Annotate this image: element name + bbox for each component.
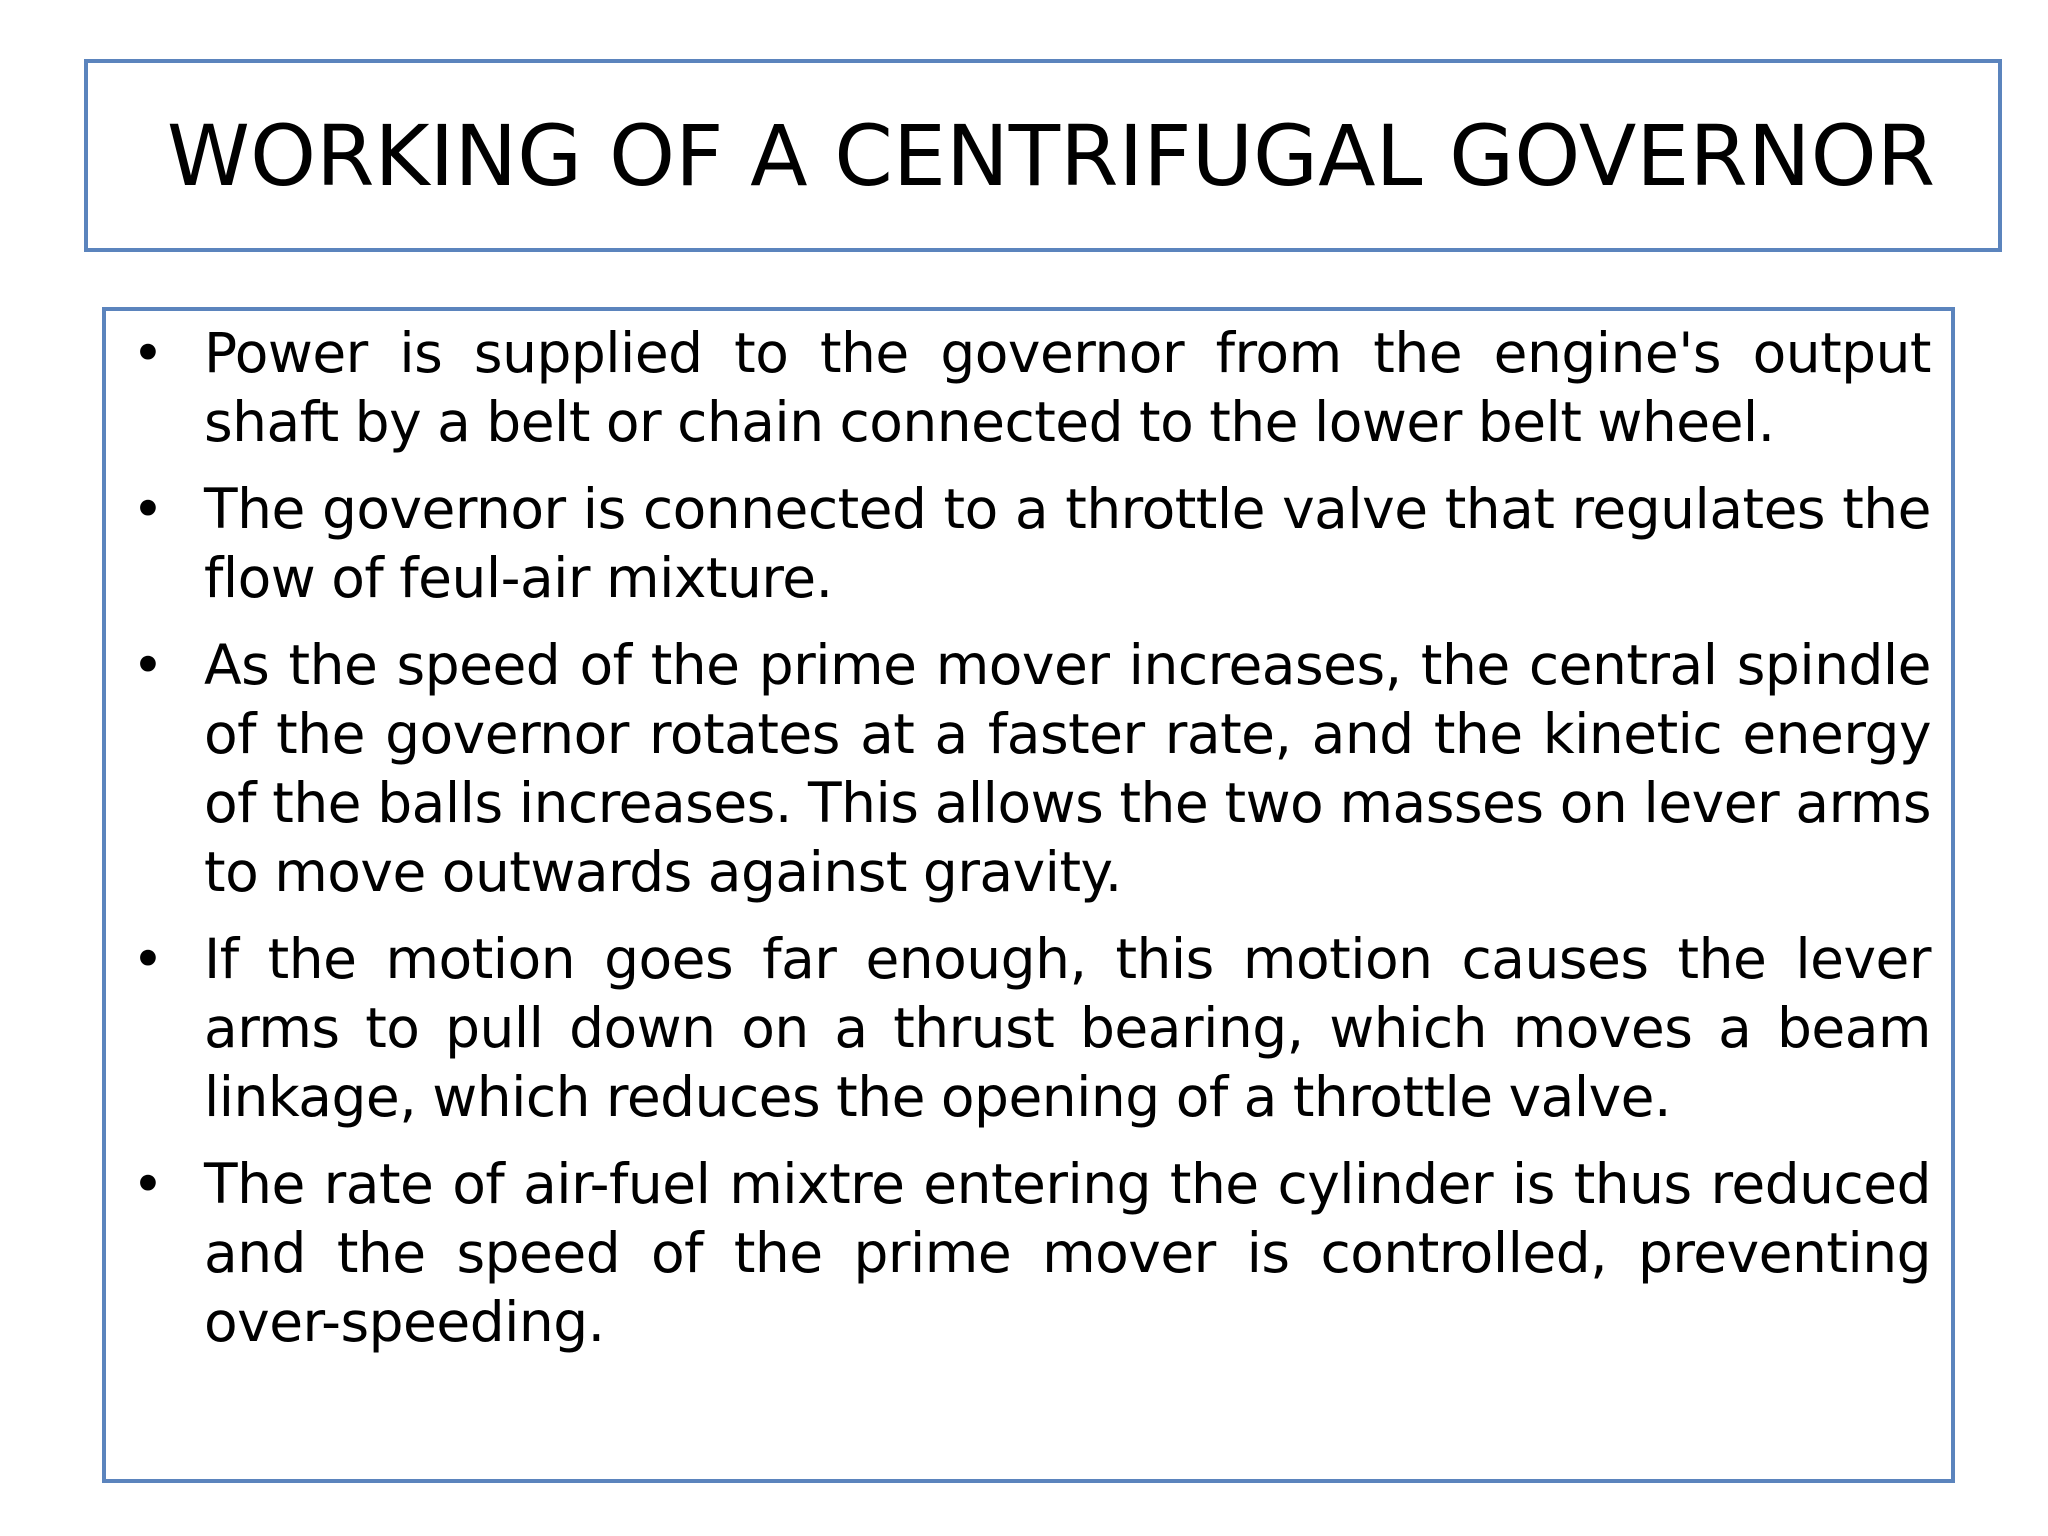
bullet-point-icon: •: [132, 928, 164, 991]
title-box: [84, 59, 2002, 252]
bullet-item: [106, 319, 1951, 457]
bullet-item: [106, 925, 1951, 1132]
bullet-point-icon: •: [132, 1153, 164, 1216]
bullet-list: [106, 319, 1951, 1375]
bullet-text: As the speed of the prime mover increases, the central spindle of the governor rotates at a faster rate, and the kinetic energy of the balls increases. This allows the two masses on lever arms to move outwards against gravity.: [204, 633, 1931, 904]
content-box: [102, 307, 1955, 1483]
bullet-text: The rate of air-fuel mixtre entering the cylinder is thus reduced and the speed of the prime mover is controlled, preventing over-speeding.: [204, 1152, 1931, 1354]
bullet-point-icon: •: [132, 634, 164, 697]
bullet-item: [106, 631, 1951, 907]
bullet-text: Power is supplied to the governor from the engine's output shaft by a belt or chain connected to the lower belt wheel.: [204, 321, 1931, 454]
bullet-item: [106, 1150, 1951, 1357]
bullet-point-icon: •: [132, 478, 164, 541]
bullet-text: The governor is connected to a throttle valve that regulates the flow of feul-air mixture.: [204, 477, 1931, 610]
bullet-item: [106, 475, 1951, 613]
slide-title: WORKING OF A CENTRIFUGAL GOVERNOR: [166, 106, 1936, 205]
bullet-point-icon: •: [132, 322, 164, 385]
bullet-text: If the motion goes far enough, this motion causes the lever arms to pull down on a thrust bearing, which moves a beam linkage, which reduces the opening of a throttle valve.: [204, 927, 1931, 1129]
